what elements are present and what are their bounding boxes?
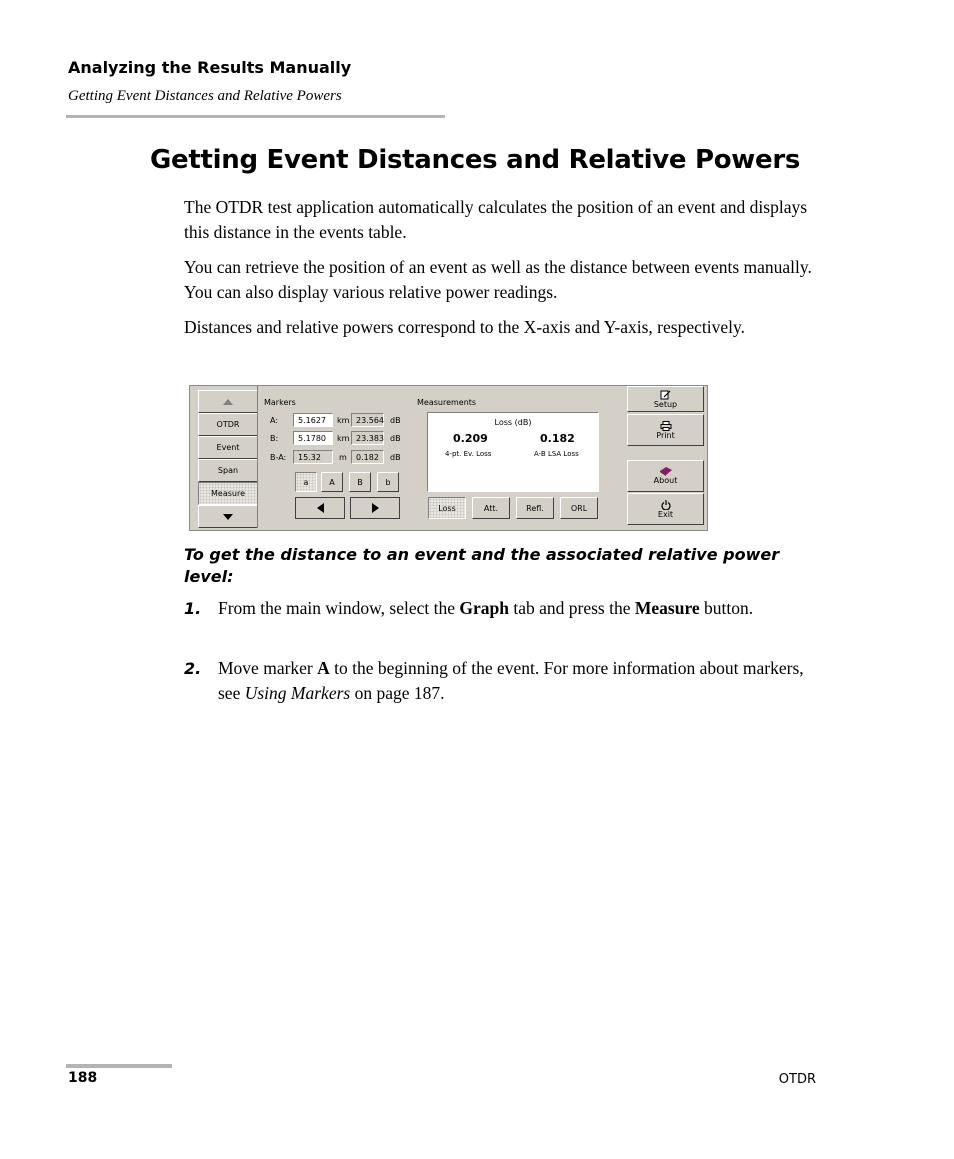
lsa-loss-label: A-B LSA Loss (534, 450, 579, 458)
page-number: 188 (68, 1070, 98, 1086)
footer-product-name: OTDR (778, 1072, 816, 1087)
step-text-part: to the beginning of the event. For more information about markers, see (218, 658, 804, 703)
step-number: 1. (184, 599, 202, 618)
markers-group-label: Markers (264, 398, 296, 407)
step-2 (184, 656, 824, 706)
loss-display (427, 412, 599, 492)
left-nav-panel (193, 388, 257, 527)
paragraph-3: Distances and relative powers correspond to the X-axis and Y-axis, respectively. (184, 317, 745, 337)
power-icon (661, 500, 671, 510)
marker-select-b[interactable] (349, 472, 371, 492)
selector-label: A (329, 477, 335, 487)
loss-display-title: Loss (dB) (494, 418, 532, 427)
step-text (218, 596, 824, 621)
mode-orl-button[interactable] (560, 497, 598, 519)
arrow-left-icon (317, 503, 324, 513)
measurements-group-label: Measurements (417, 398, 477, 407)
procedure-heading: To get the distance to an event and the associated relative power level: (184, 545, 780, 586)
print-label: Print (656, 430, 675, 440)
triangle-down-icon (223, 514, 233, 520)
mode-att-button[interactable] (472, 497, 510, 519)
nav-item-otdr[interactable] (198, 413, 258, 436)
setup-button[interactable] (627, 386, 704, 412)
selector-label: a (303, 477, 309, 487)
marker-a-label: A: (270, 416, 279, 425)
selector-label: b (385, 477, 391, 487)
mode-label: Loss (438, 503, 456, 513)
measure-main-area (257, 386, 625, 528)
nav-item-label: Span (217, 466, 239, 475)
step-number: 2. (184, 659, 202, 678)
marker-a-power-field: 23.564 (351, 413, 384, 427)
marker-select-a-small[interactable] (295, 472, 317, 492)
marker-ba-distance-unit: m (339, 453, 347, 462)
nav-item-label: OTDR (216, 420, 240, 429)
book-icon (660, 467, 672, 476)
nav-down-button[interactable] (198, 505, 258, 528)
step-text-part: tab and press the (509, 598, 635, 618)
footer-rule (66, 1064, 172, 1068)
step-bold-term: Graph (459, 598, 509, 618)
four-point-loss-value: 0.209 (453, 432, 488, 445)
step-text-part: From the main window, select the (218, 598, 460, 618)
triangle-up-icon (223, 399, 233, 405)
mode-label: Att. (483, 503, 499, 513)
mode-refl-button[interactable] (516, 497, 554, 519)
step-text-part: Move marker (218, 658, 318, 678)
about-button[interactable] (627, 460, 704, 492)
print-button[interactable] (627, 414, 704, 446)
setup-edit-icon (660, 390, 671, 400)
mode-loss-button[interactable] (428, 497, 466, 519)
marker-select-b-small[interactable] (377, 472, 399, 492)
nav-item-label: Event (216, 443, 240, 452)
running-header-subtitle: Getting Event Distances and Relative Powers (68, 88, 342, 104)
marker-a-distance-field[interactable]: 5.1627 (293, 413, 333, 427)
about-label: About (653, 476, 678, 485)
nav-item-span[interactable] (198, 459, 258, 482)
lsa-loss-value: 0.182 (540, 432, 575, 445)
nav-up-button[interactable] (198, 390, 258, 413)
marker-b-label: B: (270, 434, 279, 443)
marker-ba-power-field: 0.182 (351, 450, 384, 464)
otdr-measure-screenshot (189, 385, 708, 531)
nav-item-label: Measure (211, 489, 245, 498)
marker-b-power-unit: dB (390, 434, 401, 443)
marker-b-distance-field[interactable]: 5.1780 (293, 431, 333, 445)
nav-item-measure[interactable] (198, 482, 258, 505)
four-point-loss-label: 4-pt. Ev. Loss (445, 450, 492, 458)
marker-ba-distance-field: 15.32 (293, 450, 333, 464)
paragraph-1: The OTDR test application automatically calculates the position of an event and displays this distance in the events table. (184, 197, 808, 242)
step-1 (184, 596, 824, 646)
arrow-right-icon (372, 503, 379, 513)
move-marker-right-button[interactable] (350, 497, 400, 519)
step-bold-term: A (317, 658, 330, 678)
step-bold-term: Measure (634, 598, 700, 618)
page-title: Getting Event Distances and Relative Powers (150, 145, 801, 175)
marker-b-power-field: 23.383 (351, 431, 384, 445)
paragraph-2: You can retrieve the position of an event as well as the distance between events manually. You can also display various relative power readings. (184, 257, 812, 302)
running-header-title: Analyzing the Results Manually (68, 58, 352, 77)
marker-a-distance-unit: km (337, 416, 350, 425)
setup-label: Setup (653, 399, 678, 409)
marker-ba-power-unit: dB (390, 453, 401, 462)
nav-item-event[interactable] (198, 436, 258, 459)
move-marker-left-button[interactable] (295, 497, 345, 519)
header-rule (66, 115, 445, 118)
step-text-part: button. (699, 598, 754, 618)
mode-label: Refl. (526, 503, 544, 513)
step-text-part: on page 187. (350, 683, 445, 703)
marker-select-a[interactable] (321, 472, 343, 492)
marker-a-power-unit: dB (390, 416, 401, 425)
mode-label: ORL (570, 503, 588, 513)
exit-label: Exit (657, 509, 674, 519)
marker-b-distance-unit: km (337, 434, 350, 443)
printer-icon (660, 421, 672, 431)
cross-reference-link[interactable]: Using Markers (244, 683, 351, 703)
marker-ba-label: B-A: (270, 453, 287, 462)
exit-button[interactable] (627, 493, 704, 525)
step-text (218, 656, 824, 706)
selector-label: B (357, 477, 363, 487)
